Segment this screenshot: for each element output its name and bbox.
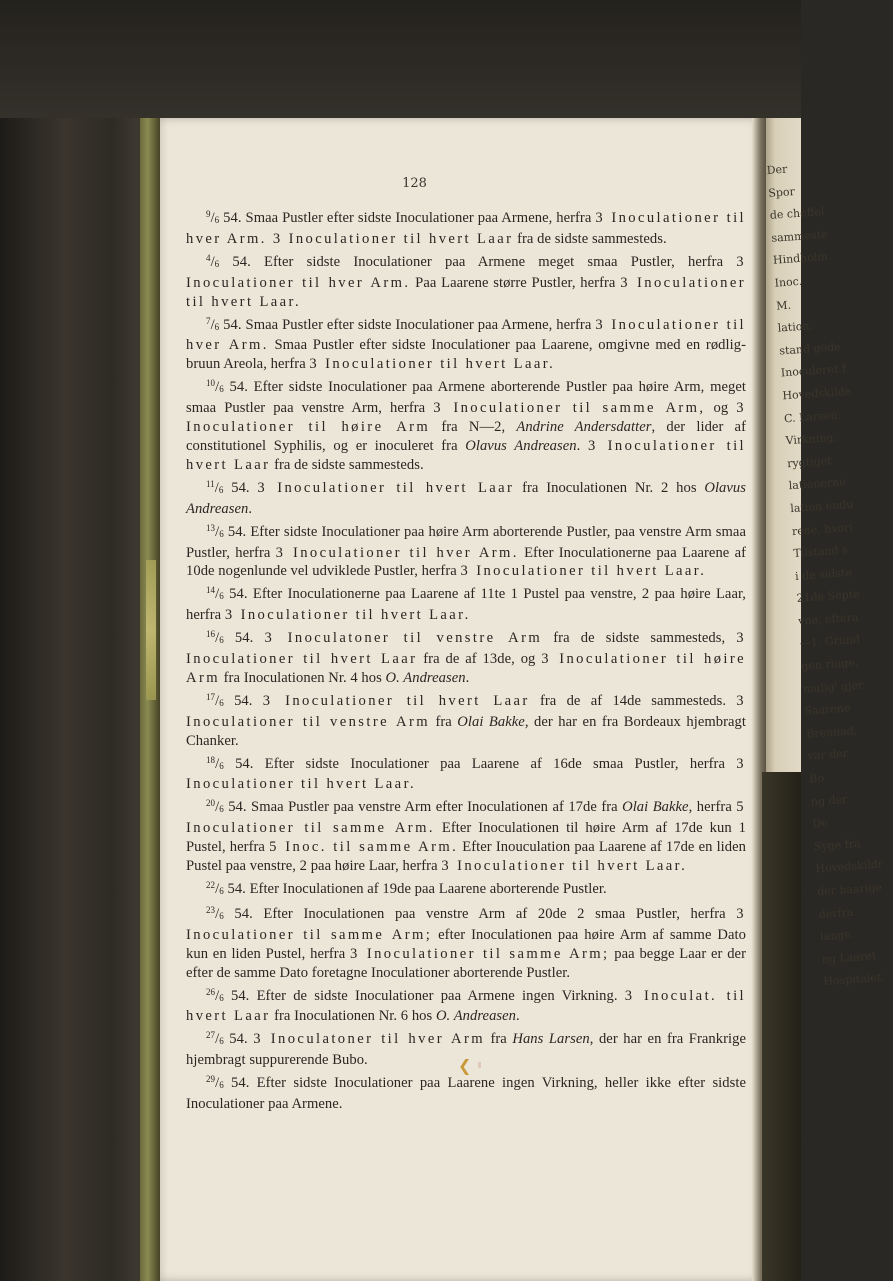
facing-page-line: C. Larsen (783, 408, 838, 425)
facing-page-line: de cheffel (769, 205, 825, 223)
entry-date: $^{13}/_6$ (206, 522, 224, 540)
facing-page-line: rygtiget (786, 453, 833, 470)
facing-page-line: rene, hvori (791, 520, 854, 538)
journal-entry: $^4/_6$ 54. Efter sidste Inoculationer paa Armene meget smaa Pustler, herfra 3 Inoculationer til hver Arm. Paa Laarene større Pustler, herfra 3 Inoculationer til hvert Laar. (186, 252, 747, 310)
facing-page-line: sammeste (771, 227, 828, 245)
scanner-background-top (0, 0, 801, 118)
facing-page-line: De (811, 816, 829, 831)
entry-date: $^{17}/_6$ (206, 691, 224, 709)
facing-page-line: Hospitalet. (823, 971, 886, 989)
page-number: 128 (402, 176, 427, 191)
facing-page-line: Virkning. (785, 430, 838, 448)
facing-page-line: Inoculeret f (780, 362, 847, 380)
facing-page-line: Hovedskilde (782, 384, 852, 403)
facing-page-line: Tilstand s (793, 543, 849, 561)
facing-page-line: vne, eftera (797, 610, 859, 628)
facing-page-line: stand gode (778, 340, 842, 358)
journal-entry: $^7/_6$ 54. Smaa Pustler efter sidste Inoculationer paa Armene, herfra 3 Inoculationer til hver Arm. Smaa Pustler efter sidste Inoculationer paa Laarene, omgivne med en rødlig-bruun Areola, herfra 3 Inoculationer til hvert Laar. (186, 315, 746, 373)
journal-entry: $^{18}/_6$ 54. Efter sidste Inoculationer paa Laarene af 16de smaa Pustler, herfra 3 Inoculationer til hvert Laar. (186, 754, 746, 793)
facing-page-line: lationerne (788, 475, 847, 493)
entry-date: $^7/_6$ (206, 315, 220, 333)
entry-date: $^{14}/_6$ (206, 585, 224, 603)
journal-entry: $^{11}/_6$ 54. 3 Inoculationer til hvert Laar fra Inoculationen Nr. 2 hos Olavus Andreasen. (186, 478, 747, 517)
journal-entry: $^{23}/_6$ 54. Efter Inoculationen paa venstre Arm af 20de 2 smaa Pustler, herfra 3 Inoculationer til samme Arm; efter Inoculationen paa høire Arm af samme Dato kun en liden Pustel, herfra 3 Inoculationer til samme Arm; paa begge Laar er der efter de samme Dato foretagne Inoculationer aborterende Pustler. (186, 904, 746, 981)
facing-page-line: lation endu (789, 497, 854, 516)
journal-entries (186, 205, 746, 1114)
journal-entry: $^{20}/_6$ 54. Smaa Pustler paa venstre Arm efter Inoculationen af 17de fra Olai Bakke, herfra 5 Inoculationer til samme Arm. Efter Inoculationen til høire Arm af 17de kun 1 Pustel, herfra 5 Inoc. til samme Arm. Efter Inouculation paa Laarene af 17de en liden Pustel paa venstre, 2 paa høire Laar, herfra 3 Inoculationer til hvert Laar. (186, 798, 747, 875)
facing-page-line: Der (766, 162, 788, 177)
entry-date: $^{11}/_6$ (206, 478, 224, 496)
entry-date: $^{29}/_6$ (206, 1074, 224, 1092)
facing-page-line: ng der (810, 792, 848, 809)
entry-date: $^9/_6$ (206, 209, 220, 226)
entry-date: $^{10}/_6$ (206, 378, 224, 396)
facing-page-line: Syge fra (813, 836, 862, 854)
entry-date: $^{16}/_6$ (206, 629, 224, 647)
facing-page-line: Saarene (804, 701, 851, 718)
facing-page-line: der haarige (816, 880, 883, 899)
entry-date: $^4/_6$ (206, 252, 220, 270)
facing-page-line: Inoc. (774, 274, 803, 290)
facing-page-line: M. (775, 298, 792, 313)
facing-page-line: 21de Septe (796, 587, 861, 606)
facing-page-line: gen ringe, (800, 655, 859, 673)
facing-page-line: Bo (808, 771, 825, 786)
journal-entry: $^{27}/_6$ 54. 3 Inoculatoner til hver Arm fra Hans Larsen, der har en fra Frankrige hjembragt suppurerende Bubo. (186, 1030, 746, 1069)
entry-date: $^{23}/_6$ (206, 904, 224, 922)
journal-entry: $^{17}/_6$ 54. 3 Inoculationer til hvert Laar fra de af 14de sammesteds. 3 Inoculationer til venstre Arm fra Olai Bakke, der har en fra Bordeaux hjembragt Chanker. (186, 691, 746, 749)
journal-entry: $^{14}/_6$ 54. Efter Inoculationerne paa Laarene af 11te 1 Pustel paa venstre, 2 paa høire Laar, herfra 3 Inoculationer til hvert Laar. (186, 585, 746, 624)
journal-entry: $^{29}/_6$ 54. Efter sidste Inoculationer paa Laarene ingen Virkning, heller ikke efter sidste Inoculationer paa Armene. (186, 1074, 746, 1113)
facing-page-line: Hovedskildr (815, 857, 884, 876)
journal-entry: $^{10}/_6$ 54. Efter sidste Inoculationer paa Armene aborterende Pustler paa høire Arm, meget smaa Pustler paa venstre Arm, herfra 3 Inoculationer til samme Arm, og 3 Inoculationer til høire Arm fra N—2, Andrine Andersdatter, der lider af constitutionel Syphilis, og er inoculeret fra Olavus Andreasen. 3 Inoculationer til hvert Laar fra de sidste sammesteds. (186, 378, 746, 473)
facing-page-line: var der (807, 747, 849, 763)
entry-date: $^{18}/_6$ (206, 754, 224, 772)
book-left-edge-highlight (146, 560, 156, 700)
facing-page-line: Hindholm (772, 250, 829, 268)
facing-page-line: —1. Grund (799, 633, 861, 651)
facing-page-line: Brennad, (805, 723, 858, 741)
facing-page-line: i de sidste (794, 565, 853, 583)
entry-date: $^{27}/_6$ (206, 1030, 224, 1048)
facing-page-line: lation, (777, 319, 814, 335)
ink-mark-icon: ❮ (458, 1056, 472, 1075)
journal-entry: $^9/_6$ 54. Smaa Pustler efter sidste Inoculationer paa Armene, herfra 3 Inoculationer til hver Arm. 3 Inoculationer til hvert Laar fra de sidste sammesteds. (186, 209, 746, 247)
entry-date: $^{26}/_6$ (206, 986, 224, 1004)
facing-page-line: derfra (818, 905, 854, 921)
journal-entry: $^{26}/_6$ 54. Efter de sidste Inoculationer paa Armene ingen Virkning. 3 Inoculat. til hvert Laar fra Inoculationen Nr. 6 hos O. Andreasen. (186, 986, 746, 1025)
entry-date: $^{20}/_6$ (206, 798, 224, 816)
paper-speck (478, 1062, 481, 1068)
facing-page-shadow (762, 772, 801, 1281)
facing-page-line: Spor (767, 184, 796, 200)
facing-page-line: ng Laaret (821, 949, 877, 966)
journal-entry: $^{22}/_6$ 54. Efter Inoculationen af 19de paa Laarene aborterende Pustler. (206, 880, 607, 897)
journal-entry: $^{16}/_6$ 54. 3 Inoculatoner til venstre Arm fra de sidste sammesteds, 3 Inoculationer til hvert Laar fra de af 13de, og 3 Inoculationer til høire Arm fra Inoculationen Nr. 4 hos O. Andreasen. (186, 629, 746, 686)
facing-page-line: mulig' gjer (802, 678, 864, 696)
facing-page-line: lange. (819, 927, 855, 944)
journal-entry: $^{13}/_6$ 54. Efter sidste Inoculationer paa høire Arm aborterende Pustler, paa venstre Arm smaa Pustler, herfra 3 Inoculationer til hver Arm. Efter Inoculationerne paa Laarene af 10de nogenlunde vel udviklede Pustler, herfra 3 Inoculationer til hvert Laar. (186, 522, 747, 580)
entry-date: $^{22}/_6$ (206, 880, 224, 897)
